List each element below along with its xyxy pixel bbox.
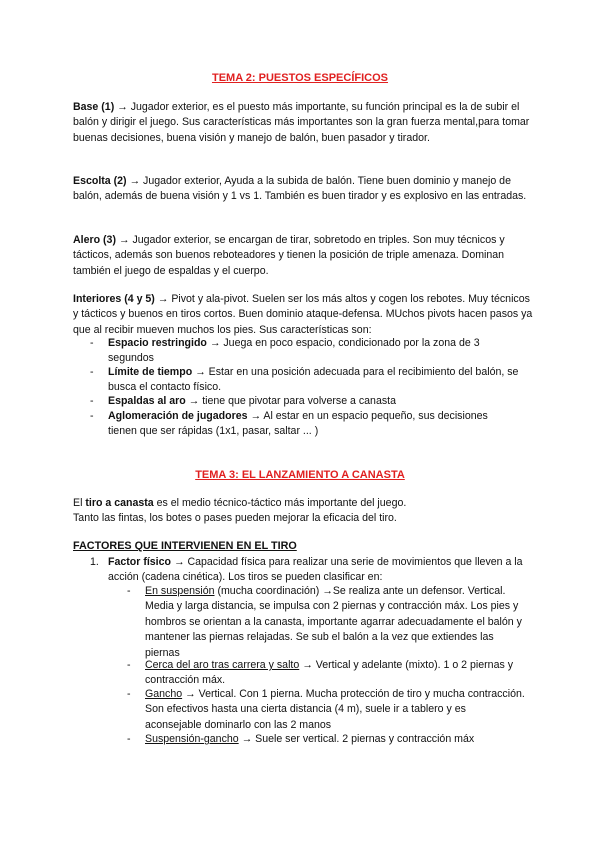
tiro-text: → Vertical. Con 1 pierna. Mucha protección de tiro y mucha contracción. Son efectivos hasta una cierta distancia (4 m), suele ir a tablero y es aconsejable dominarlo con las 2 manos xyxy=(145,688,525,731)
tiro-term: Gancho xyxy=(145,688,183,700)
bullet-mark: - xyxy=(90,410,94,422)
tiro-term: En suspensión xyxy=(145,585,215,597)
factor1-text: → Capacidad física para realizar una serie de movimientos que lleven a la acción (cadena cinética). Los tiros se pueden clasificar en: xyxy=(108,556,523,584)
list-item xyxy=(90,365,528,396)
bullet-mark: - xyxy=(127,733,131,745)
interiores-paragraph xyxy=(73,292,533,338)
base-term: Base (1) xyxy=(73,101,115,113)
tema2-title: TEMA 2: PUESTOS ESPECÍFICOS xyxy=(211,72,389,84)
tiro-text: → Vertical y adelante (mixto). 1 o 2 piernas y contracción máx. xyxy=(145,659,514,687)
list-item xyxy=(127,584,528,661)
escolta-text: → Jugador exterior, Ayuda a la subida de balón. Tiene buen dominio y manejo de balón, además de buena visión y 1 vs 1. También es buen tirador y es explosivo en las entradas. xyxy=(73,175,527,203)
bullet-mark: - xyxy=(90,366,94,378)
list-item xyxy=(127,732,528,747)
tiro-term: Cerca del aro tras carrera y salto xyxy=(145,659,300,671)
tiro-text: → Suele ser vertical. 2 piernas y contracción máx xyxy=(238,733,475,745)
bullet-mark: - xyxy=(90,337,94,349)
intro-line2: Tanto las fintas, los botes o pases pueden mejorar la eficacia del tiro. xyxy=(73,512,397,525)
interiores-text: → Pivot y ala-pivot. Suelen ser los más altos y cogen los rebotes. Muy técnicos y tácticos y buenos en tiros cortos. Buen dominio ataque-defensa. MUchos pivots hacen pasos ya que al recibir mueven muchos los pies. Sus características son: xyxy=(73,293,533,336)
list-item xyxy=(90,409,518,440)
alero-text: → Jugador exterior, se encargan de tirar, sobretodo en triples. Son muy técnicos y tácticos, además son buenos reboteadores y tienen la posición de triple amenaza. Dominan también el juego de espaldas y el cuerpo. xyxy=(73,234,505,277)
bullet-mark: - xyxy=(90,395,94,407)
factor1-term: Factor físico xyxy=(108,556,171,568)
bullet-term: Aglomeración de jugadores xyxy=(108,410,248,422)
base-paragraph xyxy=(73,100,533,146)
factores-title: FACTORES QUE INTERVIENEN EN EL TIRO xyxy=(73,540,297,552)
list-item xyxy=(127,658,528,689)
bullet-mark: - xyxy=(127,659,131,671)
intro-pre: El xyxy=(73,497,86,509)
alero-paragraph xyxy=(73,233,533,279)
bullet-mark: - xyxy=(127,688,131,700)
bullet-text: → Estar en una posición adecuada para el recibimiento del balón, se busca el contacto físico. xyxy=(108,366,519,394)
interiores-term: Interiores (4 y 5) xyxy=(73,293,155,305)
factor-1-item xyxy=(90,555,526,586)
list-item xyxy=(90,394,528,409)
list-item xyxy=(127,687,525,733)
bullet-term: Espaldas al aro xyxy=(108,395,186,407)
alero-term: Alero (3) xyxy=(73,234,116,246)
list-item xyxy=(90,336,518,367)
intro-post: es el medio técnico-táctico más importante del juego. xyxy=(153,497,407,509)
tema3-title: TEMA 3: EL LANZAMIENTO A CANASTA xyxy=(195,469,405,481)
escolta-term: Escolta (2) xyxy=(73,175,127,187)
bullet-term: Espacio restringido xyxy=(108,337,207,349)
bullet-mark: - xyxy=(127,585,131,597)
bullet-text: → Al estar en un espacio pequeño, sus decisiones tienen que ser rápidas (1x1, pasar, saltar ... ) xyxy=(108,410,488,438)
escolta-paragraph xyxy=(73,174,533,205)
intro-term: tiro a canasta xyxy=(85,497,154,509)
tiro-text: (mucha coordinación) →Se realiza ante un defensor. Vertical. Media y larga distancia, se impulsa con 2 piernas y contracción máx. Los pies y hombros se orientan a la canasta, importante agarrar adecuadamente el balón y mantener las piernas relajadas. Se sub el balón a la vez que extiendes las piernas xyxy=(145,585,522,659)
bullet-text: → Juega en poco espacio, condicionado por la zona de 3 segundos xyxy=(108,337,480,365)
base-text: → Jugador exterior, es el puesto más importante, su función principal es la de subir el balón y dirigir el juego. Sus características más importantes son la gran fuerza mental,para tomar buenas decisiones, buena visión y manejo de balón, buen pasador y tirador. xyxy=(73,101,530,144)
bullet-text: → tiene que pivotar para volverse a canasta xyxy=(185,395,396,407)
tiro-intro xyxy=(73,496,533,527)
bullet-term: Límite de tiempo xyxy=(108,366,193,378)
tiro-term: Suspensión-gancho xyxy=(145,733,239,745)
list-number: 1. xyxy=(90,556,99,568)
